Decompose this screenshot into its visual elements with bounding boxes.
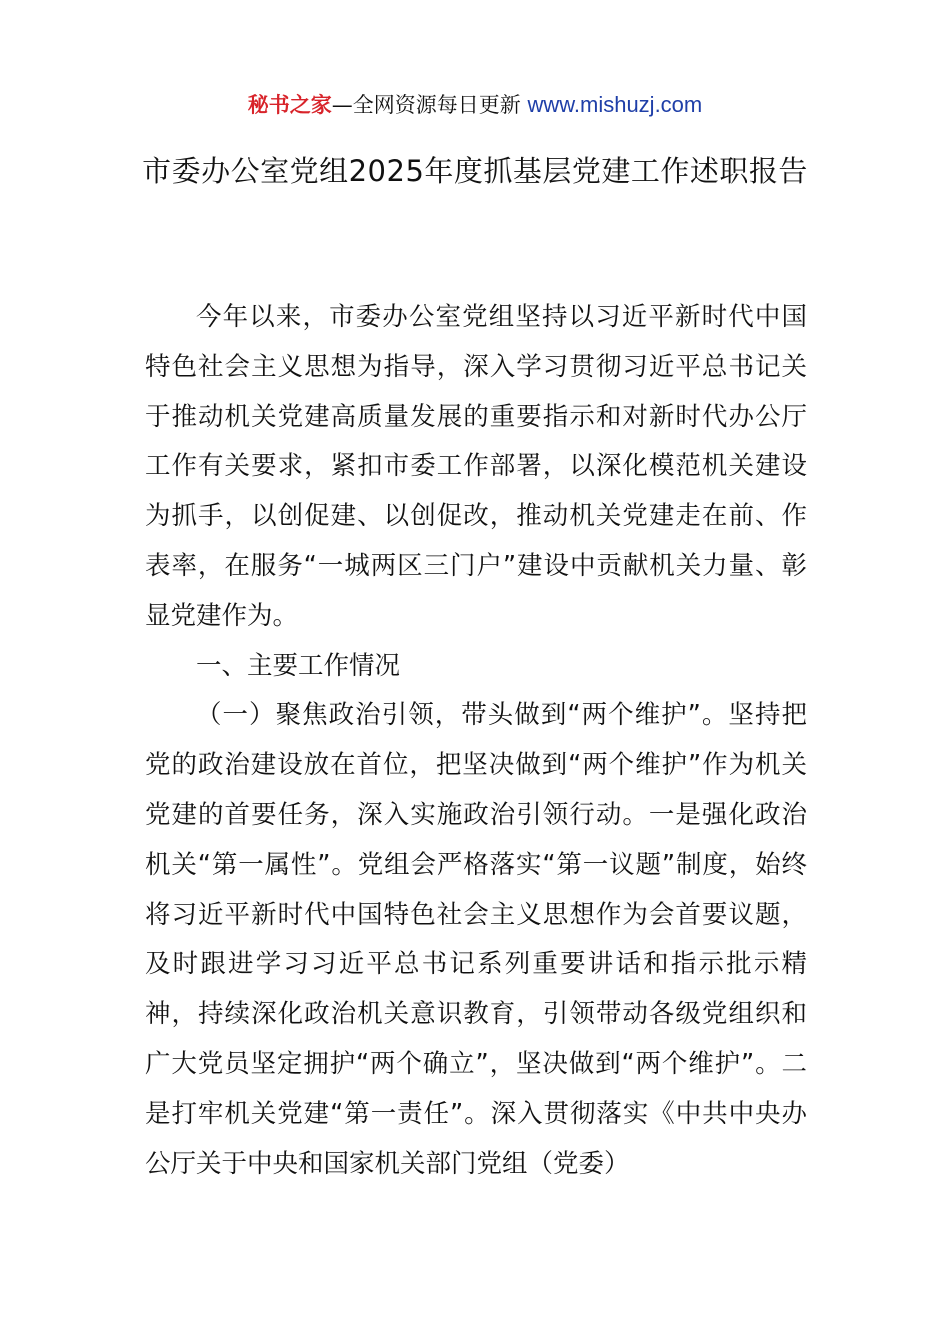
document-body [145, 293, 807, 1189]
site-url-link[interactable]: www.mishuzj.com [527, 92, 703, 117]
document-title: 市委办公室党组2025年度抓基层党建工作述职报告 [142, 154, 808, 188]
header-tagline: —全网资源每日更新 [331, 93, 528, 117]
site-header [0, 88, 950, 122]
body-paragraph: （一）聚焦政治引领，带头做到“两个维护”。坚持把党的政治建设放在首位，把坚决做到“两个维护”作为机关党建的首要任务，深入实施政治引领行动。一是强化政治机关“第一属性”。党组会严格落实“第一议题”制度，始终将习近平新时代中国特色社会主义思想作为会首要议题，及时跟进学习习近平总书记系列重要讲话和指示批示精神，持续深化政治机关意识教育，引领带动各级党组织和广大党员坚定拥护“两个确立”，坚决做到“两个维护”。二是打牢机关党建“第一责任”。深入贯彻落实《中共中央办公厅关于中央和国家机关部门党组（党委） [145, 700, 807, 1179]
brand-name: 秘书之家 [247, 93, 332, 117]
intro-paragraph: 今年以来，市委办公室党组坚持以习近平新时代中国特色社会主义思想为指导，深入学习贯彻习近平总书记关于推动机关党建高质量发展的重要指示和对新时代办公厅工作有关要求，紧扣市委工作部署，以深化模范机关建设为抓手，以创促建、以创促改，推动机关党建走在前、作表率，在服务“一城两区三门户”建设中贡献机关力量、彰显党建作为。 [145, 302, 807, 631]
section-heading: 一、主要工作情况 [196, 650, 401, 681]
